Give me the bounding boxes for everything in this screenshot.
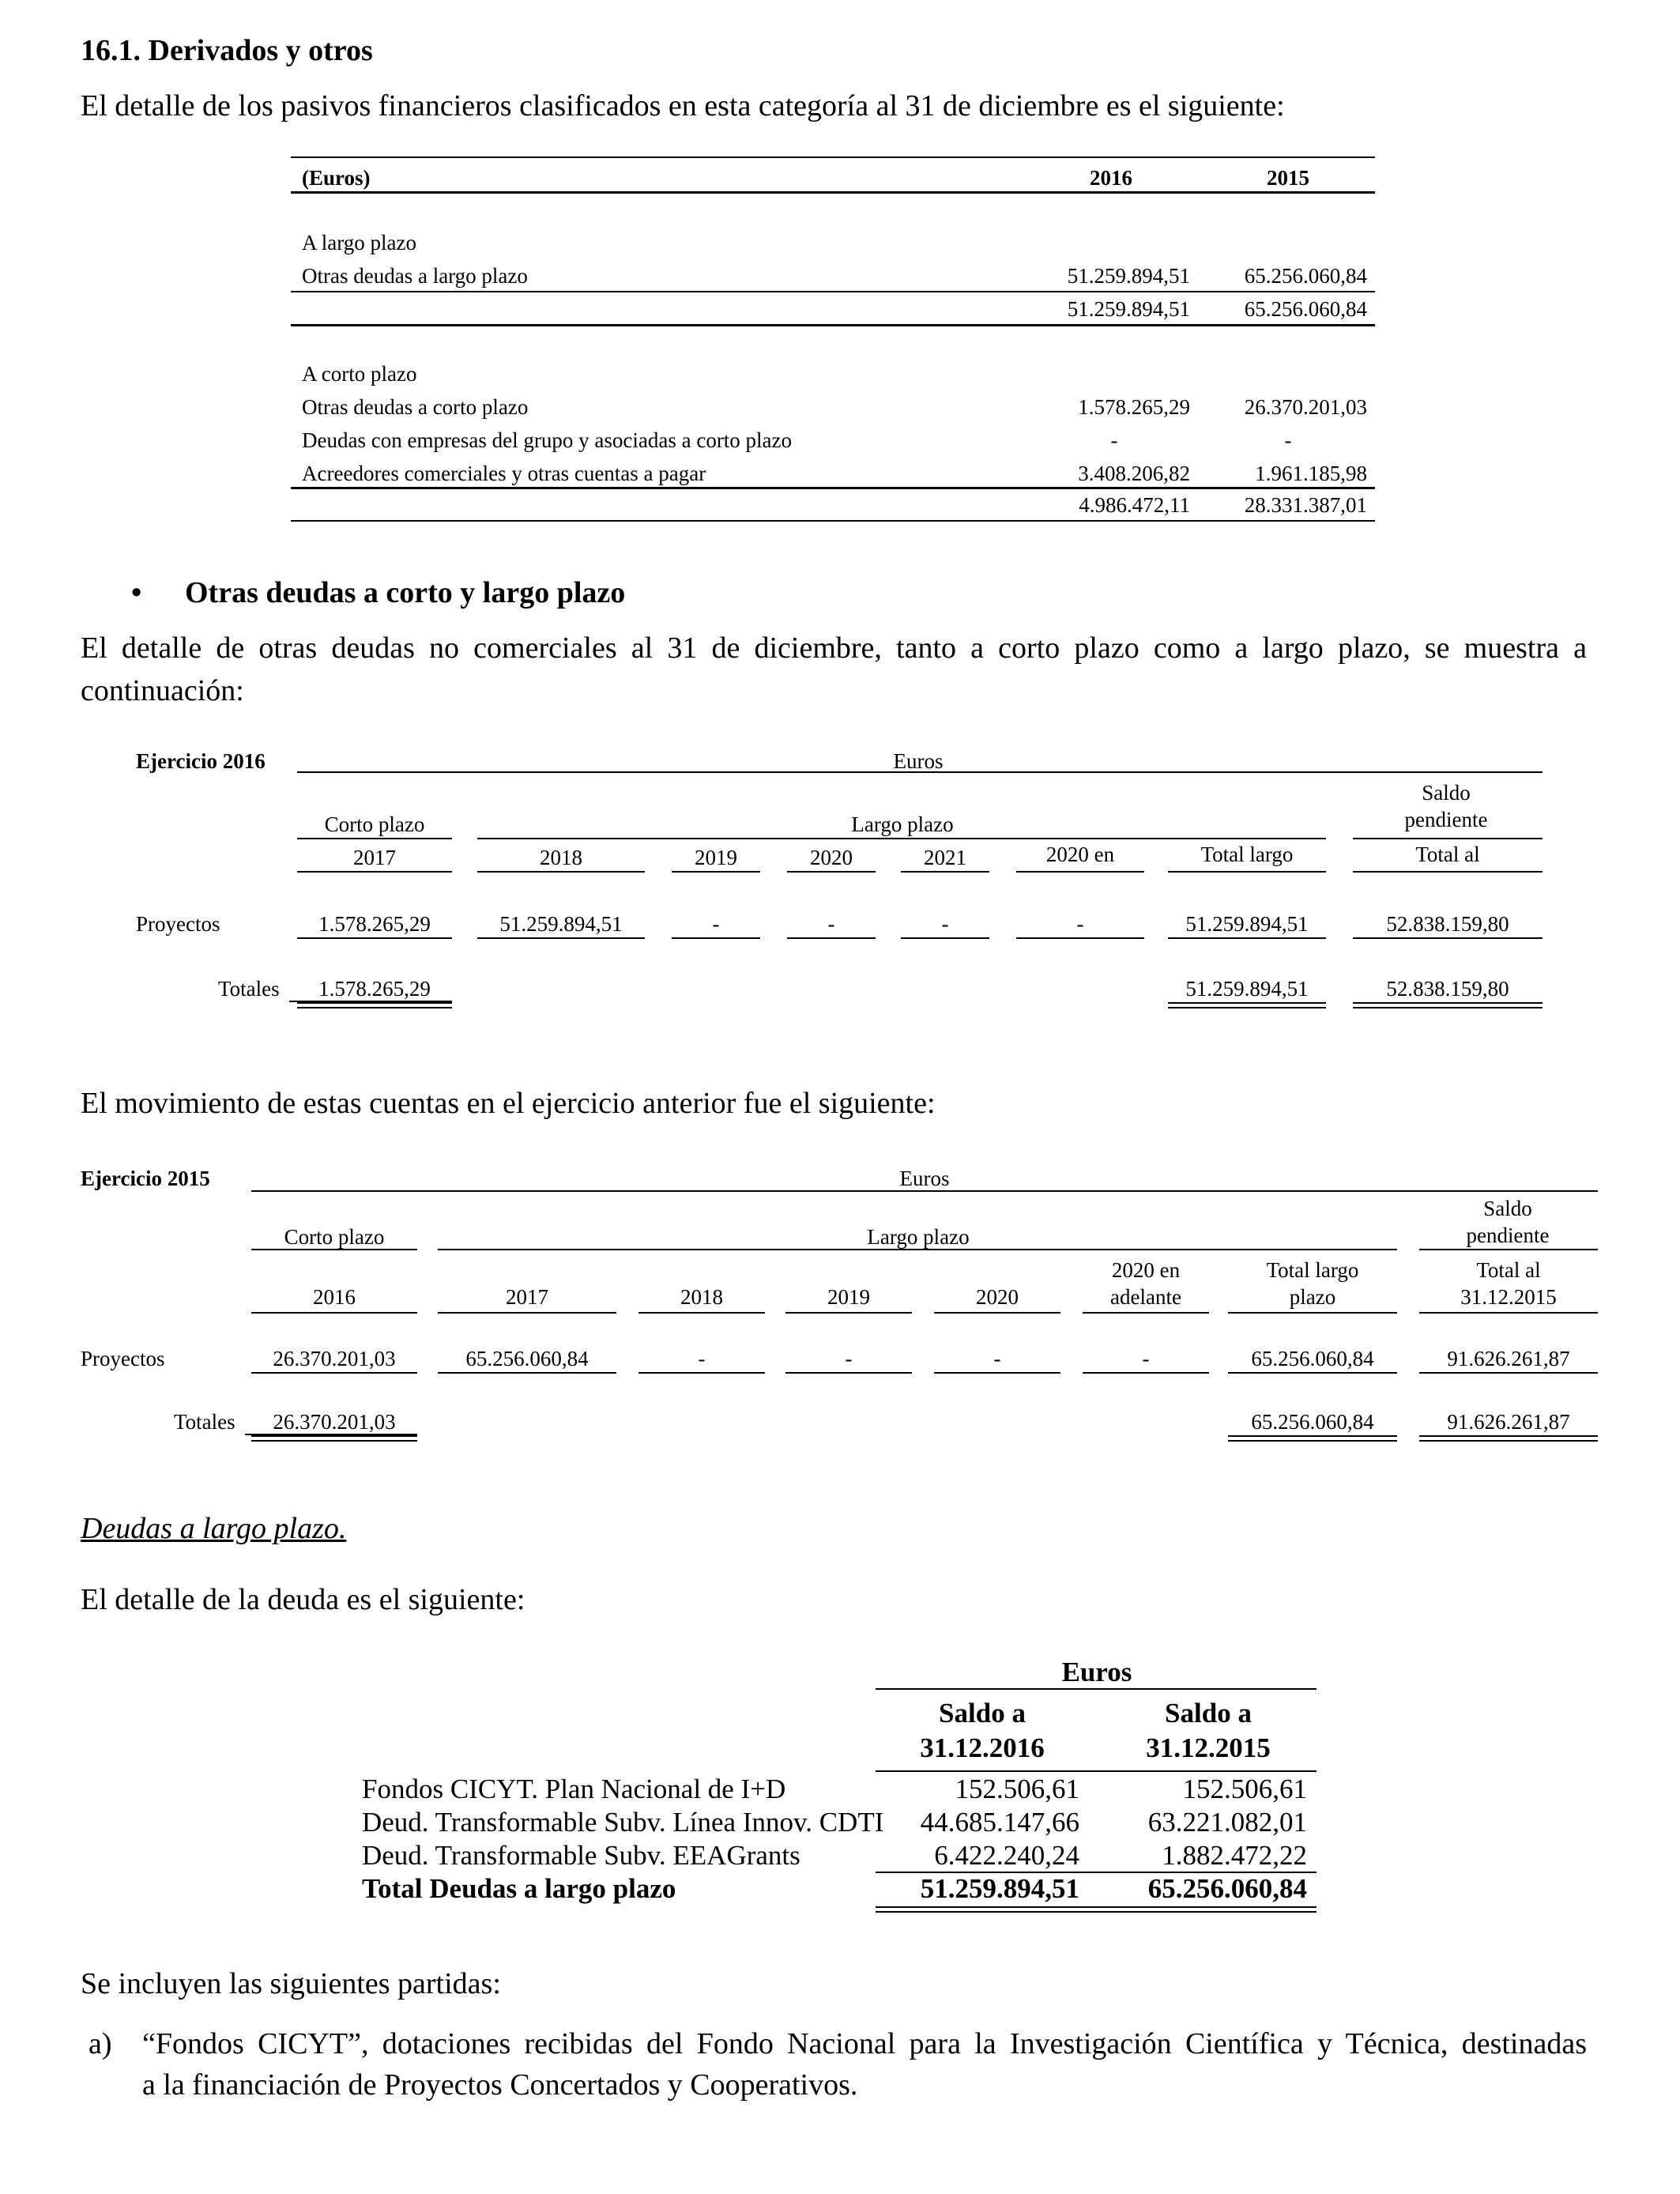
table1-lp-total-2015: 65.256.060,84	[1244, 297, 1367, 321]
table3-cell: -	[698, 1347, 706, 1370]
section-title: 16.1. Derivados y otros	[81, 34, 373, 67]
table2-title: Ejercicio 2016	[136, 749, 266, 773]
table2-total-cell: 52.838.159,80	[1386, 977, 1509, 1001]
table3-col: 2018	[680, 1285, 723, 1309]
table1-row-2015: -	[1284, 428, 1292, 452]
table4-total-cell: 51.259.894,51	[920, 1873, 1079, 1904]
table4-cell: 152.506,61	[955, 1774, 1079, 1804]
table3-cell: 91.626.261,87	[1447, 1347, 1570, 1370]
table3-saldo-1: Saldo	[1483, 1197, 1532, 1220]
table4-cell: 63.221.082,01	[1147, 1807, 1307, 1838]
table4-col1-a: Saldo a	[939, 1698, 1026, 1728]
table3-total-cell: 65.256.060,84	[1251, 1410, 1374, 1434]
table3-col-top: 2020 en	[1111, 1258, 1181, 1282]
table1-row-2016: 51.259.894,51	[1067, 264, 1190, 288]
table1-lp-heading: A largo plazo	[302, 231, 416, 254]
table1-header-2016: 2016	[1090, 166, 1132, 190]
table2-cell: 51.259.894,51	[499, 912, 623, 936]
table2-cell: -	[827, 912, 835, 936]
table4-row-label: Fondos CICYT. Plan Nacional de I+D	[362, 1774, 786, 1804]
table3-col: plazo	[1289, 1285, 1336, 1309]
table3-row-label: Proyectos	[81, 1347, 165, 1370]
table2-col: 2018	[540, 846, 582, 869]
table3-cell: -	[1142, 1347, 1150, 1370]
partidas-intro: Se incluyen las siguientes partidas:	[81, 1967, 501, 2000]
table3-largo: Largo plazo	[867, 1225, 970, 1249]
table2-col: Total al	[1415, 843, 1480, 866]
table2-col: 2017	[353, 846, 396, 869]
table3-title: Ejercicio 2015	[81, 1167, 210, 1190]
table2-col: 2019	[695, 846, 737, 869]
table3-total-cell: 26.370.201,03	[273, 1410, 396, 1434]
table3-corto: Corto plazo	[284, 1225, 385, 1249]
table4-cell: 152.506,61	[1182, 1774, 1307, 1804]
table3-col: adelante	[1110, 1285, 1181, 1309]
table4-cell: 1.882.472,22	[1162, 1840, 1307, 1871]
table2-col: Total largo	[1200, 843, 1294, 866]
table4-cell: 44.685.147,66	[920, 1807, 1079, 1838]
table1-row-label: Deudas con empresas del grupo y asociadas a corto plazo	[302, 428, 793, 452]
table1-row-2016: 1.578.265,29	[1078, 395, 1190, 419]
table2-euros: Euros	[893, 749, 944, 773]
item-a-line2: a la financiación de Proyectos Concertados y Cooperativos.	[142, 2068, 858, 2102]
table3-cell: -	[845, 1347, 853, 1370]
bullet-icon: •	[131, 576, 142, 609]
table1-row-2016: -	[1110, 428, 1118, 452]
table2-total-label: Totales	[218, 977, 280, 1001]
table3-col: 2016	[313, 1285, 356, 1309]
table1-row-label: Acreedores comerciales y otras cuentas a pagar	[302, 462, 706, 485]
table4-total-cell: 65.256.060,84	[1147, 1873, 1307, 1904]
table4-euros: Euros	[1061, 1657, 1132, 1687]
table1-row-2015: 1.961.185,98	[1255, 462, 1367, 485]
table2-col: 2021	[924, 846, 966, 869]
table2-cell: -	[941, 912, 949, 936]
table1-row-label: Otras deudas a largo plazo	[302, 264, 528, 288]
table2-total-cell: 1.578.265,29	[318, 977, 431, 1001]
table3-cell: 65.256.060,84	[1251, 1347, 1374, 1370]
table2-corto: Corto plazo	[324, 812, 425, 836]
intro-paragraph: El detalle de los pasivos financieros clasificados en esta categoría al 31 de diciembre es el siguiente:	[81, 89, 1285, 123]
table2-cell: 52.838.159,80	[1386, 912, 1509, 936]
table2-col: 2020 en	[1045, 843, 1115, 866]
table2-cell: -	[712, 912, 720, 936]
table2-cell: -	[1076, 912, 1084, 936]
table1-cp-heading: A corto plazo	[302, 362, 417, 386]
table2-total-cell: 51.259.894,51	[1185, 977, 1309, 1001]
bullet-heading: Otras deudas a corto y largo plazo	[185, 576, 626, 609]
table3-cell: 65.256.060,84	[465, 1347, 589, 1370]
table3-total-cell: 91.626.261,87	[1447, 1410, 1570, 1434]
table2-saldo-2: pendiente	[1404, 808, 1488, 831]
table1-row-label: Otras deudas a corto plazo	[302, 395, 529, 419]
table3-col: 31.12.2015	[1460, 1285, 1557, 1309]
table1-cp-total-2015: 28.331.387,01	[1244, 493, 1367, 517]
movement-paragraph: El movimiento de estas cuentas en el ejercicio anterior fue el siguiente:	[81, 1087, 936, 1120]
table2-saldo-1: Saldo	[1422, 781, 1471, 805]
table2-largo: Largo plazo	[851, 812, 954, 836]
table2-cell: 1.578.265,29	[318, 912, 431, 936]
table1-row-2015: 65.256.060,84	[1244, 264, 1367, 288]
table2-col: 2020	[810, 846, 853, 869]
table4-total-label: Total Deudas a largo plazo	[362, 1873, 676, 1904]
table4-cell: 6.422.240,24	[934, 1840, 1079, 1871]
item-a-marker: a)	[89, 2027, 112, 2060]
table3-col: 2017	[506, 1285, 548, 1309]
table3-cell: 26.370.201,03	[273, 1347, 396, 1370]
bullet-paragraph-line1: El detalle de otras deudas no comerciales al 31 de diciembre, tanto a corto plazo como a largo plazo, se muestra a	[81, 631, 1587, 665]
bullet-paragraph-line2: continuación:	[81, 674, 244, 707]
table1-row-2015: 26.370.201,03	[1244, 395, 1367, 419]
table2-row-label: Proyectos	[136, 912, 220, 936]
table3-total-label: Totales	[174, 1410, 235, 1434]
item-a-line1: “Fondos CICYT”, dotaciones recibidas del Fondo Nacional para la Investigación Científica y Técnica, destinadas	[142, 2027, 1587, 2060]
deudas-heading: Deudas a largo plazo.	[81, 1512, 347, 1545]
table1-header-euros: (Euros)	[302, 166, 371, 190]
table1-lp-total-2016: 51.259.894,51	[1067, 297, 1190, 321]
table3-euros: Euros	[899, 1167, 950, 1190]
table1-header-2015: 2015	[1267, 166, 1309, 190]
table4-row-label: Deud. Transformable Subv. EEAGrants	[362, 1840, 800, 1871]
table3-col-top: Total al	[1476, 1258, 1541, 1282]
table4-col2-b: 31.12.2015	[1146, 1732, 1271, 1763]
table4-col1-b: 31.12.2016	[920, 1732, 1045, 1763]
table2-cell: 51.259.894,51	[1185, 912, 1309, 936]
table3-saldo-2: pendiente	[1466, 1223, 1550, 1247]
table1-row-2016: 3.408.206,82	[1078, 462, 1190, 485]
table4-row-label: Deud. Transformable Subv. Línea Innov. CDTI	[362, 1807, 884, 1838]
table4-col2-a: Saldo a	[1165, 1698, 1252, 1728]
table1-cp-total-2016: 4.986.472,11	[1079, 493, 1190, 517]
table3-col: 2020	[976, 1285, 1019, 1309]
table3-col: 2019	[827, 1285, 870, 1309]
table3-col-top: Total largo	[1266, 1258, 1359, 1282]
table3-cell: -	[993, 1347, 1001, 1370]
deudas-intro: El detalle de la deuda es el siguiente:	[81, 1583, 525, 1616]
